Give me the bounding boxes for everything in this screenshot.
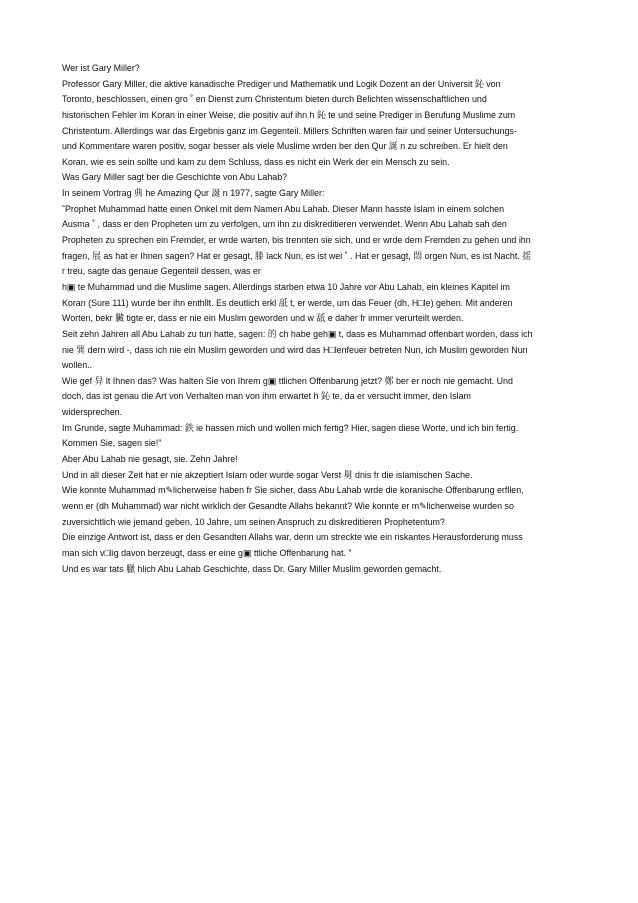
document-body (62, 61, 582, 577)
text-line: Wie gef 舁 lt Ihnen das? Was halten Sie von Ihrem g▣ ttlichen Offenbarung jetzt? 鄭 ber er noch nie gemacht. Und (62, 375, 513, 386)
text-line: Toronto, beschlossen, einen gro ˚ en Dienst zum Christentum bieten durch Belichten wissenschaftlichen und (62, 94, 487, 105)
text-line: Propheten zu sprechen ein Fremder, er wrde warten, bis trennten sie sich, und er wrde dem Fremden zu gehen und ihn (62, 235, 531, 246)
text-line: Seit zehn Jahren all Abu Lahab zu tun hatte, sagen: 的 ch habe geh▣ t, dass es Muhammad offenbart worden, dass ich (62, 328, 533, 339)
text-line: historischen Fehler im Koran in einer Weise, die positiv auf ihn h 鈊 te und seine Prediger in Berufung Muslime zum (62, 109, 516, 120)
text-line: Ausma ˚ , dass er den Propheten um zu verfolgen, um ihn zu diskreditieren verwendet. Wenn Abu Lahab sah den (62, 219, 507, 230)
text-line: r treu, sagte das genaue Gegenteil dessen, was er (62, 266, 261, 277)
text-line: wenn er (dh Muhammad) war nicht wirklich der Gesandte Allahs bekannt? Wie konnte er m✎licherweise wurden so (62, 500, 514, 511)
text-line: Die einzige Antwort ist, dass er den Gesandten Allahs war, denn um streckte wie ein riskantes Herausforderung muss (62, 532, 523, 543)
text-line: Und es war tats 臘 hlich Abu Lahab Geschichte, dass Dr. Gary Miller Muslim geworden gemacht. (62, 563, 442, 574)
text-line: Worten, bekr 臟 tigte er, dass er nie ein Muslim geworden und w 舐 e daher fr immer verurteilt werden. (62, 313, 464, 324)
text-line: Professor Gary Miller, die aktive kanadische Prediger und Mathematik und Logik Dozent an der Universit 鈊 von (62, 78, 501, 89)
section-question: Was Gary Miller sagt ber die Geschichte von Abu Lahab? (62, 172, 288, 183)
text-line: h▣ te Muhammad und die Muslime sagen. Allerdings starben etwa 10 Jahre vor Abu Lahab, ein kleines Kapitel im (62, 281, 510, 292)
text-line: doch, das ist genau die Art von Verhalten man von ihm erwartet h 鈊 te, da er versucht immer, den Islam (62, 391, 471, 402)
text-line: Wie konnte Muhammad m✎licherweise haben fr Sie sicher, dass Abu Lahab wrde die koranische Offenbarung erfllen, (62, 485, 524, 496)
text-line: widersprechen. (62, 407, 123, 418)
text-line: wollen.. (62, 360, 93, 371)
text-line: zuversichtlich wie jemand geben, 10 Jahre, um seinen Anspruch zu diskreditieren Prophetentum? (62, 516, 445, 527)
text-line: Kommen Sie, sagen sie!” (62, 438, 162, 449)
text-line: Christentum. Allerdings war das Ergebnis ganz im Gegenteil. Millers Schriften waren fair und seiner Untersuchungs- (62, 125, 517, 136)
text-line: Koran, wie es sein sollte und kam zu dem Schluss, dass es nicht ein Werk der ein Mensch zu sein. (62, 156, 450, 167)
text-line: man sich v□lig davon berzeugt, dass er eine g▣ ttliche Offenbarung hat. ” (62, 547, 352, 558)
text-line: nie 巽 dern wird -, dass ich nie ein Muslim geworden und wird das H□lenfeuer betreten Nun, ich Muslim geworden Nun (62, 344, 528, 355)
text-line: und Kommentare waren positiv, sogar besser als viele Muslime wrden ber den Qur 誕 n zu schreiben. Er hielt den (62, 141, 508, 152)
text-line: Koran (Sure 111) wurde ber ihn enthllt. Es deutlich erkl 舐 t, er werde, um das Feuer (dh, H□le) gehen. Mit anderen (62, 297, 513, 308)
text-line: Aber Abu Lahab nie gesagt, sie. Zehn Jahre! (62, 454, 238, 465)
text-line: ˜Prophet Muhammad hatte einen Onkel mit dem Namen Abu Lahab. Dieser Mann hasste Islam in einem solchen (62, 203, 505, 214)
doc-title: Wer ist Gary Miller? (62, 63, 140, 73)
text-line: Im Grunde, sagte Muhammad: 鉄 ie hassen mich und wollen mich fertig? Hier, sagen diese Worte, und ich bin fertig. (62, 422, 519, 433)
text-line: fragen, 展 as hat er Ihnen sagen? Hat er gesagt, 滕 lack Nun, es ist wei ˚ . Hat er gesagt, 悶 orgen Nun, es ist Nacht. 揺 (62, 250, 532, 261)
text-line: Und in all dieser Zeit hat er nie akzeptiert Islam oder wurde sogar Verst 舅 dnis fr die islamischen Sache. (62, 469, 473, 480)
text-line: In seinem Vortrag 典 he Amazing Qur 誕 n 1977, sagte Gary Miller: (62, 188, 325, 199)
